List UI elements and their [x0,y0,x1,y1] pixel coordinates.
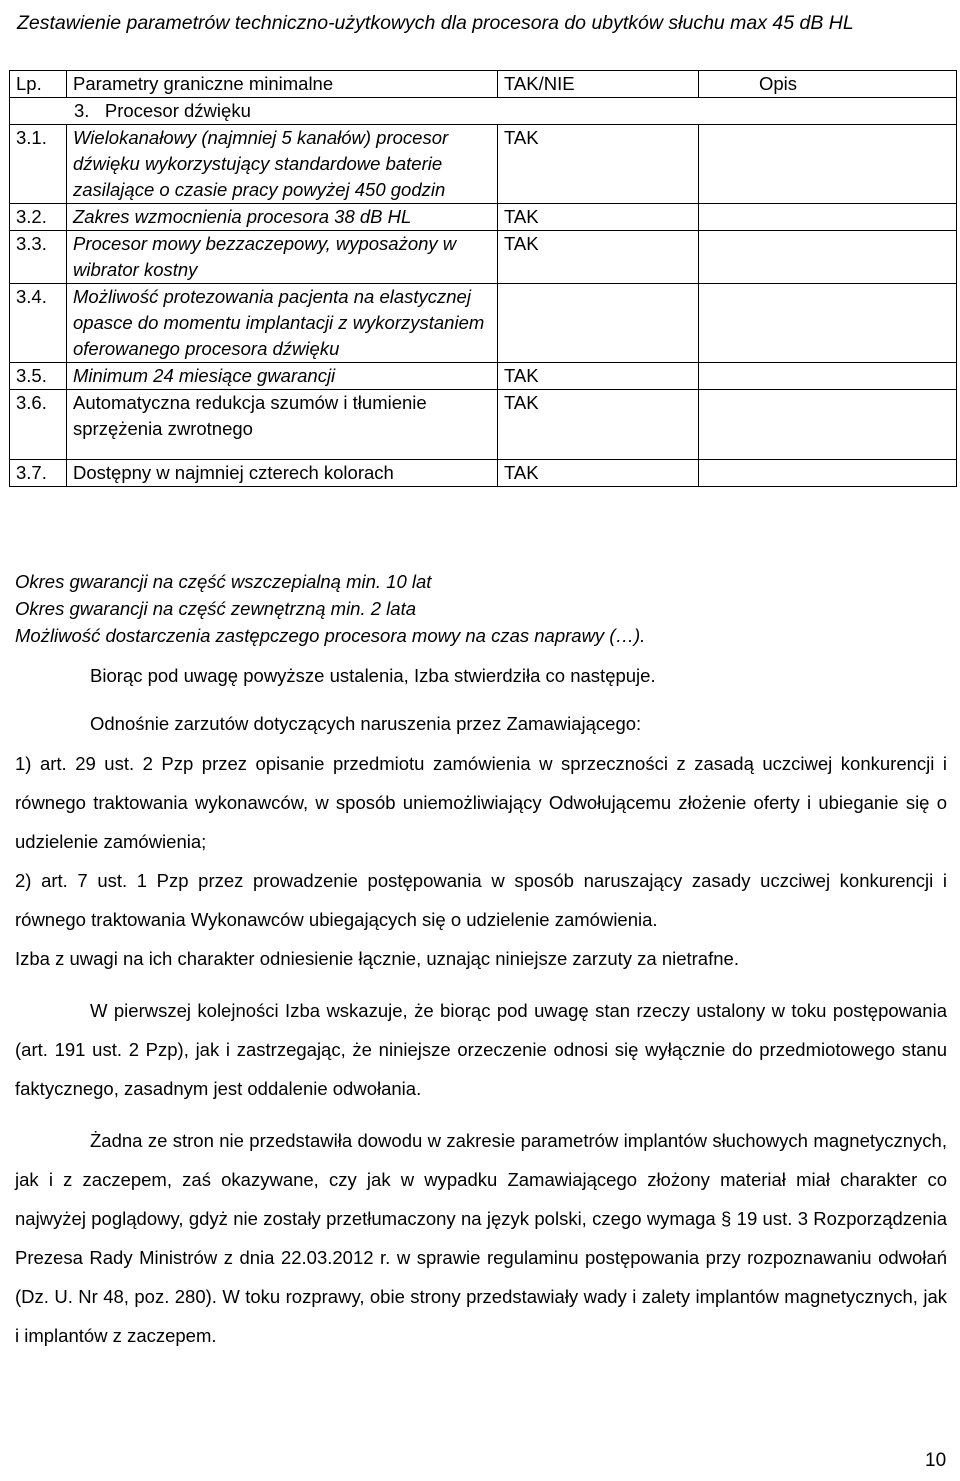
row-lp: 3.7. [10,460,67,487]
table-row [10,390,957,460]
paragraph-evidence: Żadna ze stron nie przedstawiła dowodu w zakresie parametrów implantów słuchowych magnetycznych, jak i z zaczepem, zaś okazywane, czy jak w wypadku Zamawiającego złożony materiał miał charakter co najwyżej poglądowy, gdyż nie zostały przetłumaczony na język polski, czego wymaga § 19 ust. 3 Rozporządzenia Prezesa Rady Ministrów z dnia 22.03.2012 r. w sprawie regulaminu postępowania przy rozpoznawaniu odwołań (Dz. U. Nr 48, poz. 280). W toku rozprawy, obie strony przedstawiały wady i zalety implantów magnetycznych, jak i implantów z zaczepem. [15,1130,947,1346]
paragraph-reasoning: W pierwszej kolejności Izba wskazuje, że biorąc pod uwagę stan rzeczy ustalony w toku postępowania (art. 191 ust. 2 Pzp), jak i zastrzegając, że niniejsze orzeczenie odnosi się wyłącznie do przedmiotowego stanu faktycznego, zasadnym jest oddalenie odwołania. [15,1000,947,1099]
row-lp: 3.5. [10,363,67,390]
table-row [10,125,957,204]
row-value: TAK [498,460,699,487]
table-row [10,231,957,284]
page-number: 10 [925,1450,947,1471]
row-desc [699,284,957,363]
document-heading: Zestawienie parametrów techniczno-użytkowych dla procesora do ubytków słuchu max 45 dB HL [17,12,854,34]
paragraph-charges-intro: Odnośnie zarzutów dotyczących naruszenia przez Zamawiającego: [90,713,642,734]
warranty-notes [15,568,945,649]
paragraph-assessment: Izba z uwagi na ich charakter odniesienie łącznie, uznając niniejsze zarzuty za nietrafne. [15,948,739,969]
row-lp: 3.4. [10,284,67,363]
note-line: Możliwość dostarczenia zastępczego procesora mowy na czas naprawy (…). [15,625,646,646]
row-param: Wielokanałowy (najmniej 5 kanałów) procesor dźwięku wykorzystujący standardowe baterie zasilające o czasie pracy powyżej 450 godzin [67,125,498,204]
row-desc [699,204,957,231]
table-header-row [10,71,957,98]
parameters-table [9,70,957,487]
table-row [10,284,957,363]
note-line: Okres gwarancji na część wszczepialną min. 10 lat [15,571,432,592]
table-row [10,363,957,390]
row-param: Możliwość protezowania pacjenta na elastycznej opasce do momentu implantacji z wykorzystaniem oferowanego procesora dźwięku [67,284,498,363]
row-lp: 3.6. [10,390,67,460]
row-value: TAK [498,390,699,460]
paragraph-findings: Biorąc pod uwagę powyższe ustalenia, Izba stwierdziła co następuje. [90,665,656,686]
header-param: Parametry graniczne minimalne [67,71,498,98]
row-param: Automatyczna redukcja szumów i tłumienie sprzężenia zwrotnego [67,390,498,460]
paragraph-charge-1: 1) art. 29 ust. 2 Pzp przez opisanie przedmiotu zamówienia w sprzeczności z zasadą uczciwej konkurencji i równego traktowania wykonawców, w sposób uniemożliwiający Odwołującemu złożenie oferty i ubieganie się o udzielenie zamówienia; [15,753,947,852]
header-desc: Opis [699,71,957,98]
row-desc [699,460,957,487]
note-line: Okres gwarancji na część zewnętrzną min. 2 lata [15,598,417,619]
row-param: Zakres wzmocnienia procesora 38 dB HL [67,204,498,231]
header-value: TAK/NIE [498,71,699,98]
table-row [10,204,957,231]
section-title: 3. Procesor dźwięku [10,98,957,125]
row-value [498,284,699,363]
row-value: TAK [498,204,699,231]
row-lp: 3.1. [10,125,67,204]
row-value: TAK [498,231,699,284]
table-row [10,460,957,487]
header-lp: Lp. [10,71,67,98]
paragraph-charge-2: 2) art. 7 ust. 1 Pzp przez prowadzenie postępowania w sposób naruszający zasady uczciwej konkurencji i równego traktowania Wykonawców ubiegających się o udzielenie zamówienia. [15,870,947,930]
row-param: Minimum 24 miesiące gwarancji [67,363,498,390]
row-value: TAK [498,363,699,390]
row-lp: 3.3. [10,231,67,284]
row-desc [699,363,957,390]
row-value: TAK [498,125,699,204]
row-param: Procesor mowy bezzaczepowy, wyposażony w wibrator kostny [67,231,498,284]
row-desc [699,390,957,460]
row-desc [699,231,957,284]
table-section-row [10,98,957,125]
row-lp: 3.2. [10,204,67,231]
row-param: Dostępny w najmniej czterech kolorach [67,460,498,487]
row-desc [699,125,957,204]
